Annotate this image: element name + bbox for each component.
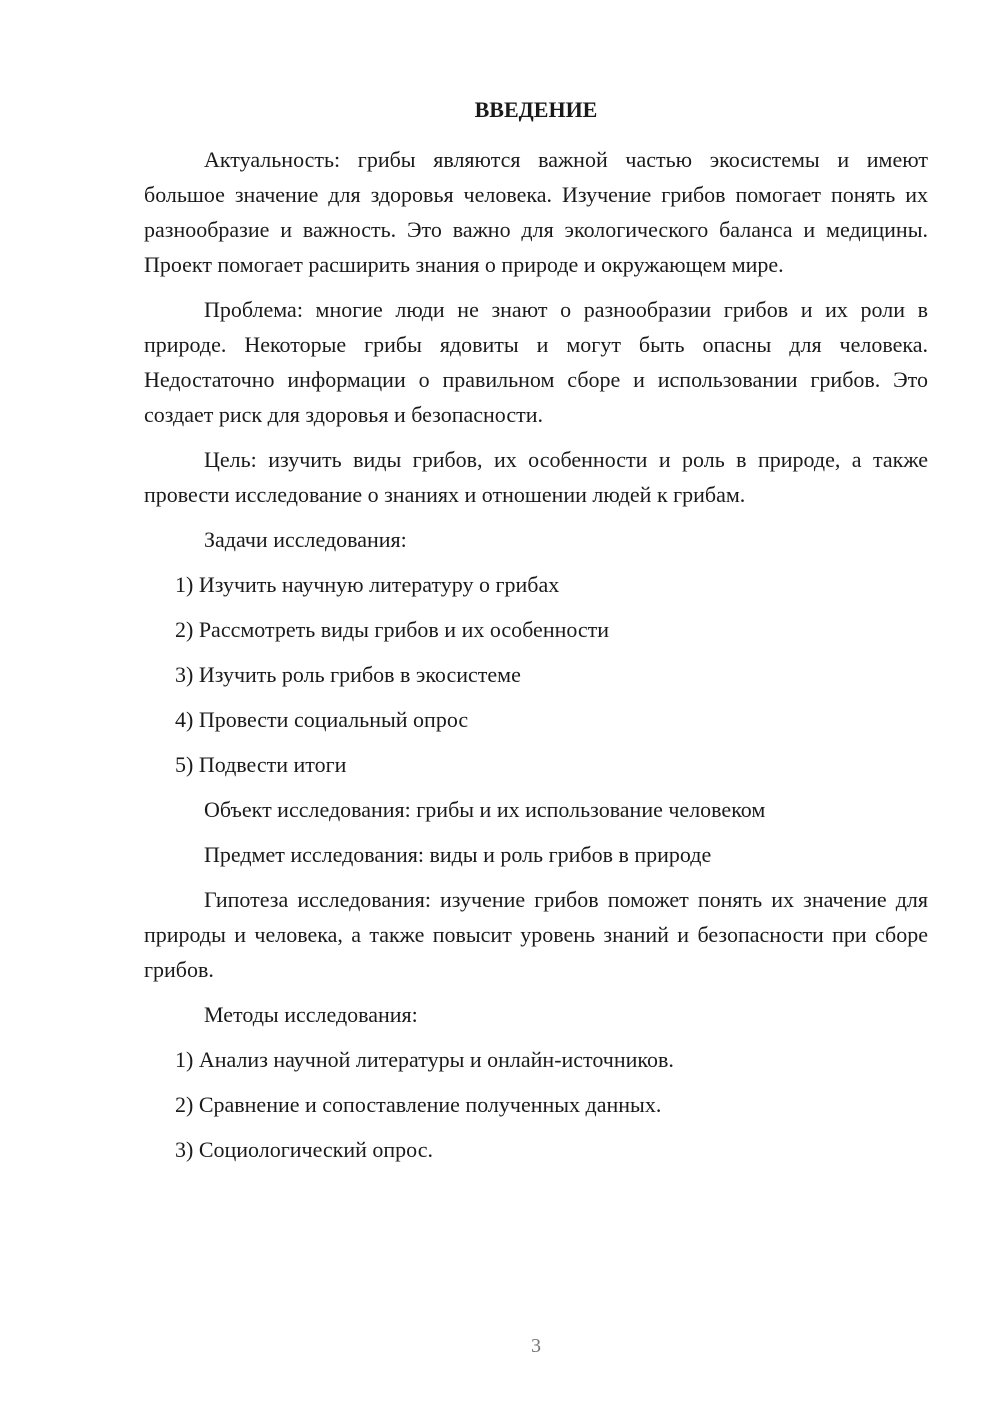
relevance-paragraph: Актуальность: грибы являются важной частью экосистемы и имеют большое значение для здоровья человека. Изучение грибов помогает понять их разнообразие и важность. Это важно для экологического баланса и медицины. Проект помогает расширить знания о природе и окружающем мире.	[144, 147, 928, 277]
task-item: 3) Изучить роль грибов в экосистеме	[175, 662, 521, 687]
section-heading: ВВЕДЕНИЕ	[474, 97, 598, 122]
tasks-title: Задачи исследования:	[204, 527, 407, 552]
method-item: 1) Анализ научной литературы и онлайн-источников.	[175, 1047, 674, 1072]
task-item: 1) Изучить научную литературу о грибах	[175, 572, 560, 597]
problem-paragraph: Проблема: многие люди не знают о разнообразии грибов и их роли в природе. Некоторые грибы ядовиты и могут быть опасны для человека. Недостаточно информации о правильном сборе и использовании грибов. Это создает риск для здоровья и безопасности.	[144, 297, 928, 427]
object-paragraph: Объект исследования: грибы и их использование человеком	[204, 797, 766, 822]
subject-paragraph: Предмет исследования: виды и роль грибов в природе	[204, 842, 712, 867]
methods-title: Методы исследования:	[204, 1002, 418, 1027]
method-item: 2) Сравнение и сопоставление полученных данных.	[175, 1092, 662, 1117]
hypothesis-paragraph: Гипотеза исследования: изучение грибов поможет понять их значение для природы и человека, а также повысит уровень знаний и безопасности при сборе грибов.	[144, 887, 928, 982]
task-item: 2) Рассмотреть виды грибов и их особенности	[175, 617, 610, 642]
task-item: 4) Провести социальный опрос	[175, 707, 469, 732]
task-item: 5) Подвести итоги	[175, 752, 347, 777]
page-number: 3	[531, 1335, 541, 1357]
method-item: 3) Социологический опрос.	[175, 1137, 433, 1162]
document-body	[144, 142, 928, 1167]
goal-paragraph: Цель: изучить виды грибов, их особенности и роль в природе, а также провести исследование о знаниях и отношении людей к грибам.	[144, 447, 928, 507]
